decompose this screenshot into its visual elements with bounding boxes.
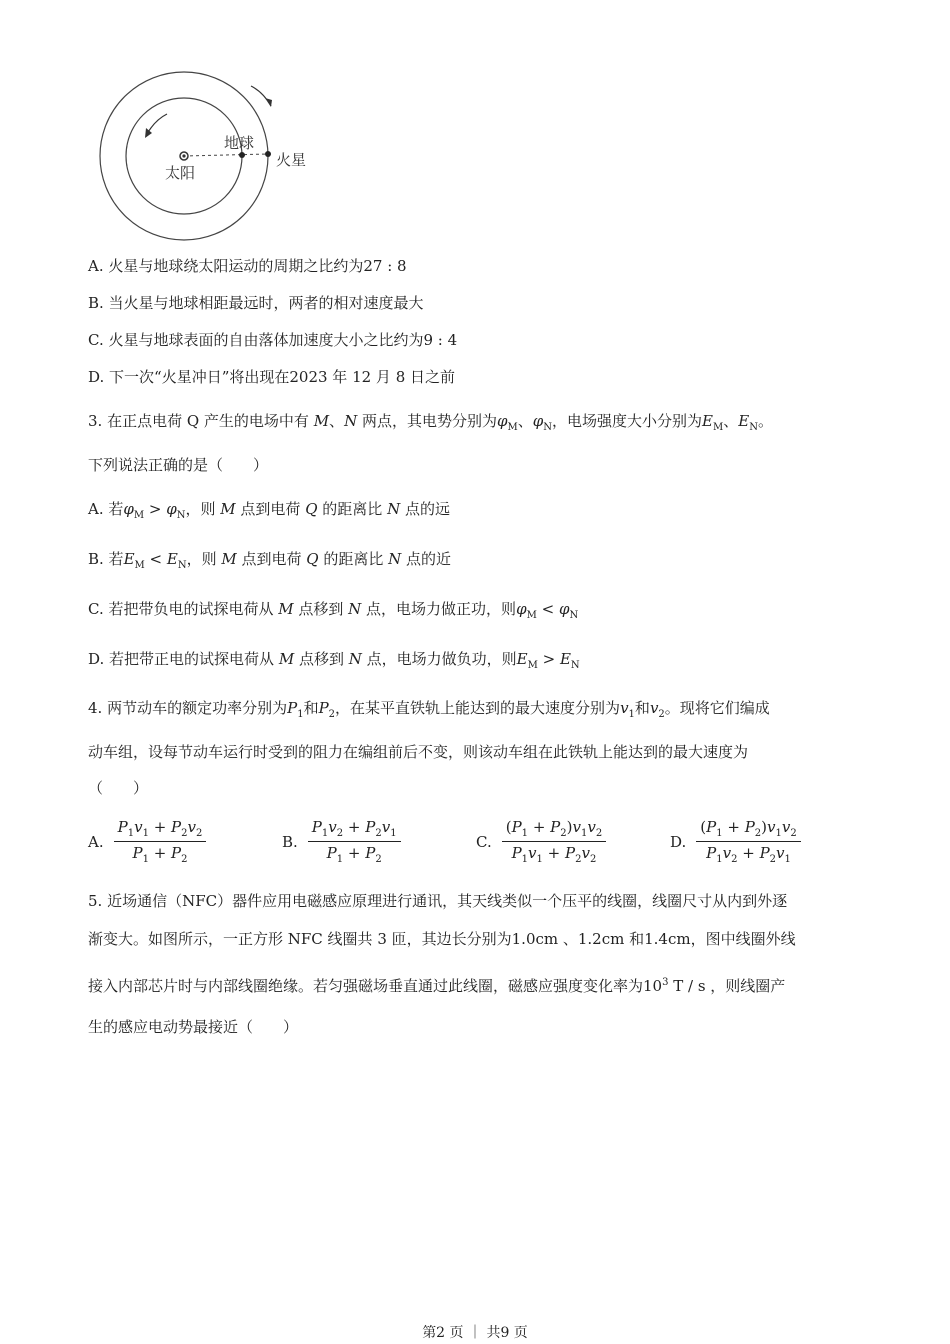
var-N: N xyxy=(387,500,401,518)
q3-text: ，则 xyxy=(186,550,222,568)
phi-symbol: φ xyxy=(496,412,508,430)
q3-text: 点移到 xyxy=(294,650,349,668)
q3-text: 点的近 xyxy=(401,550,452,568)
q3-text: B. 若 xyxy=(88,550,124,568)
phi-symbol: φ xyxy=(532,412,544,430)
denominator: $P_1v_2 + P_2v_1$ xyxy=(706,844,791,865)
E-symbol: E xyxy=(559,650,571,668)
sub-N: N xyxy=(177,560,187,571)
var-P: P xyxy=(318,699,329,717)
gt-sign: > xyxy=(537,650,560,668)
q3-stem-text: 3. 在正点电荷 Q 产生的电场中有 xyxy=(88,412,314,430)
phi-symbol: φ xyxy=(123,500,134,518)
q4-text: 和 xyxy=(303,699,319,717)
E-symbol: E xyxy=(738,412,750,430)
q3-text: C. 若把带负电的试探电荷从 xyxy=(88,600,279,618)
sub-M: M xyxy=(134,560,145,571)
sub-M: M xyxy=(133,510,145,521)
option-label: A. xyxy=(88,832,104,851)
earth-label: 地球 xyxy=(224,134,255,152)
q4-text: 和 xyxy=(634,699,650,717)
sub-M: M xyxy=(526,610,537,621)
sub-1: 1 xyxy=(628,709,635,720)
q3-text: 的距离比 xyxy=(318,550,389,568)
mars-arrow-head xyxy=(265,98,272,107)
phi-symbol: φ xyxy=(558,600,570,618)
E-symbol: E xyxy=(166,550,178,568)
q3-stem-text: 。 xyxy=(757,412,773,430)
E-symbol: E xyxy=(516,650,528,668)
q3-text: 点到电荷 xyxy=(236,550,307,568)
E-symbol: E xyxy=(702,412,713,430)
var-N: N xyxy=(388,550,402,568)
q4-stem xyxy=(88,697,770,726)
q4-option-a xyxy=(88,818,206,865)
fraction xyxy=(308,818,401,865)
sub-N: N xyxy=(749,422,758,433)
q5-line3 xyxy=(88,972,785,997)
numerator: $(P_1 + P_2)v_1v_2$ xyxy=(502,818,606,842)
var-M: M xyxy=(278,600,294,618)
q5-line4: 生的感应电动势最接近（ ） xyxy=(88,1018,299,1036)
var-M: M xyxy=(313,412,330,430)
q3-option-b xyxy=(88,548,451,577)
sub-M: M xyxy=(527,660,538,671)
E-symbol: E xyxy=(123,550,135,568)
phi-symbol: φ xyxy=(166,500,177,518)
numerator: $(P_1 + P_2)v_1v_2$ xyxy=(696,818,800,842)
q2-option-a: A. 火星与地球绕太阳运动的周期之比约为27 : 8 xyxy=(88,257,407,275)
q4-option-b xyxy=(282,818,401,865)
var-N: N xyxy=(348,600,362,618)
q3-text: 的距离比 xyxy=(317,500,388,518)
q3-option-d xyxy=(88,648,580,677)
sub-2: 2 xyxy=(328,709,336,720)
q5-text: T / s ，则线圈产 xyxy=(668,977,786,995)
numerator: $P_1v_1 + P_2v_2$ xyxy=(114,818,207,842)
var-Q: Q xyxy=(306,550,319,568)
earth-direction-arrow xyxy=(147,114,167,134)
var-M: M xyxy=(220,500,236,518)
q2-option-d: D. 下一次“火星冲日”将出现在2023 年 12 月 8 日之前 xyxy=(88,368,456,386)
q3-stem-text: 两点，其电势分别为 xyxy=(357,412,497,430)
q3-text: 点的远 xyxy=(400,500,450,518)
sub-M: M xyxy=(507,422,518,433)
q4-text: 。现将它们编成 xyxy=(664,699,770,717)
option-label: C. xyxy=(476,832,492,851)
var-M: M xyxy=(278,650,295,668)
denominator: $P_1 + P_2$ xyxy=(326,844,382,865)
phi-symbol: φ xyxy=(516,600,527,618)
sun-label: 太阳 xyxy=(165,164,196,182)
q3-stem-text: 、 xyxy=(517,412,533,430)
sub-1: 1 xyxy=(297,709,304,720)
sub-2: 2 xyxy=(658,709,665,720)
var-N: N xyxy=(344,412,358,430)
q4-text: 4. 两节动车的额定功率分别为 xyxy=(88,699,288,717)
var-P: P xyxy=(287,699,298,717)
sun-core xyxy=(182,154,185,157)
var-N: N xyxy=(348,650,362,668)
q3-option-a xyxy=(88,498,450,527)
fraction xyxy=(114,818,207,865)
q3-stem-line2: 下列说法正确的是（ ） xyxy=(88,456,269,474)
sun-mars-dashed-line xyxy=(184,154,268,156)
q2-option-c: C. 火星与地球表面的自由落体加速度大小之比约为9 : 4 xyxy=(88,331,458,349)
q2-option-b: B. 当火星与地球相距最远时，两者的相对速度最大 xyxy=(88,294,424,312)
fraction xyxy=(696,818,800,865)
q3-text: 点移到 xyxy=(293,600,349,618)
mars-dot xyxy=(265,151,271,157)
q5-text: 接入内部芯片时与内部线圈绝缘。若匀强磁场垂直通过此线圈，磁感应强度变化率为10 xyxy=(88,977,663,995)
option-label: B. xyxy=(282,832,298,851)
q4-option-d xyxy=(670,818,801,865)
denominator: $P_1v_1 + P_2v_2$ xyxy=(511,844,597,865)
sub-N: N xyxy=(176,510,186,521)
orbit-diagram xyxy=(95,70,335,245)
mars-direction-arrow xyxy=(251,86,271,106)
superscript: 3 xyxy=(662,977,669,988)
fraction xyxy=(502,818,606,865)
q5-line1: 5. 近场通信（NFC）器件应用电磁感应原理进行通讯，其天线类似一个压平的线圈，线圈尺寸从内到外逐 xyxy=(88,892,788,910)
numerator: $P_1v_2 + P_2v_1$ xyxy=(308,818,401,842)
earth-dot xyxy=(239,152,245,158)
lt-sign: < xyxy=(144,550,167,568)
q3-text: D. 若把带正电的试探电荷从 xyxy=(88,650,279,668)
q3-option-c xyxy=(88,598,578,627)
q4-stem-line3: （ ） xyxy=(88,779,149,797)
var-v: v xyxy=(620,699,629,717)
q4-stem-line2: 动车组，设每节动车运行时受到的阻力在编组前后不变，则该动车组在此铁轨上能达到的最大速度为 xyxy=(88,743,749,761)
q3-stem xyxy=(88,410,773,439)
lt-sign: < xyxy=(536,600,559,618)
q3-stem-text: 、 xyxy=(329,412,345,430)
var-Q: Q xyxy=(305,500,318,518)
q4-option-c xyxy=(476,818,606,865)
q3-stem-text: 、 xyxy=(723,412,739,430)
q3-text: A. 若 xyxy=(88,500,124,518)
sub-N: N xyxy=(569,610,579,621)
gt-sign: > xyxy=(144,500,167,518)
q3-text: 点，电场力做负功，则 xyxy=(361,650,517,668)
earth-arrow-head xyxy=(145,128,152,138)
q3-text: ，则 xyxy=(185,500,221,518)
mars-label: 火星 xyxy=(276,151,307,169)
q5-line2: 渐变大。如图所示，一正方形 NFC 线圈共 3 匝，其边长分别为1.0cm 、1.2cm 和1.4cm，图中线圈外线 xyxy=(88,930,796,948)
option-label: D. xyxy=(670,832,687,851)
q4-text: ，在某平直铁轨上能达到的最大速度分别为 xyxy=(335,699,621,717)
denominator: $P_1 + P_2$ xyxy=(132,844,188,865)
var-M: M xyxy=(221,550,237,568)
q3-text: 点，电场力做正功，则 xyxy=(361,600,517,618)
q3-stem-text: ，电场强度大小分别为 xyxy=(552,412,703,430)
var-v: v xyxy=(649,699,659,717)
page-footer: 第2 页 ｜ 共9 页 xyxy=(422,1325,528,1341)
sub-M: M xyxy=(712,422,724,433)
q3-text: 点到电荷 xyxy=(235,500,306,518)
sub-N: N xyxy=(570,660,580,671)
sub-N: N xyxy=(543,422,553,433)
